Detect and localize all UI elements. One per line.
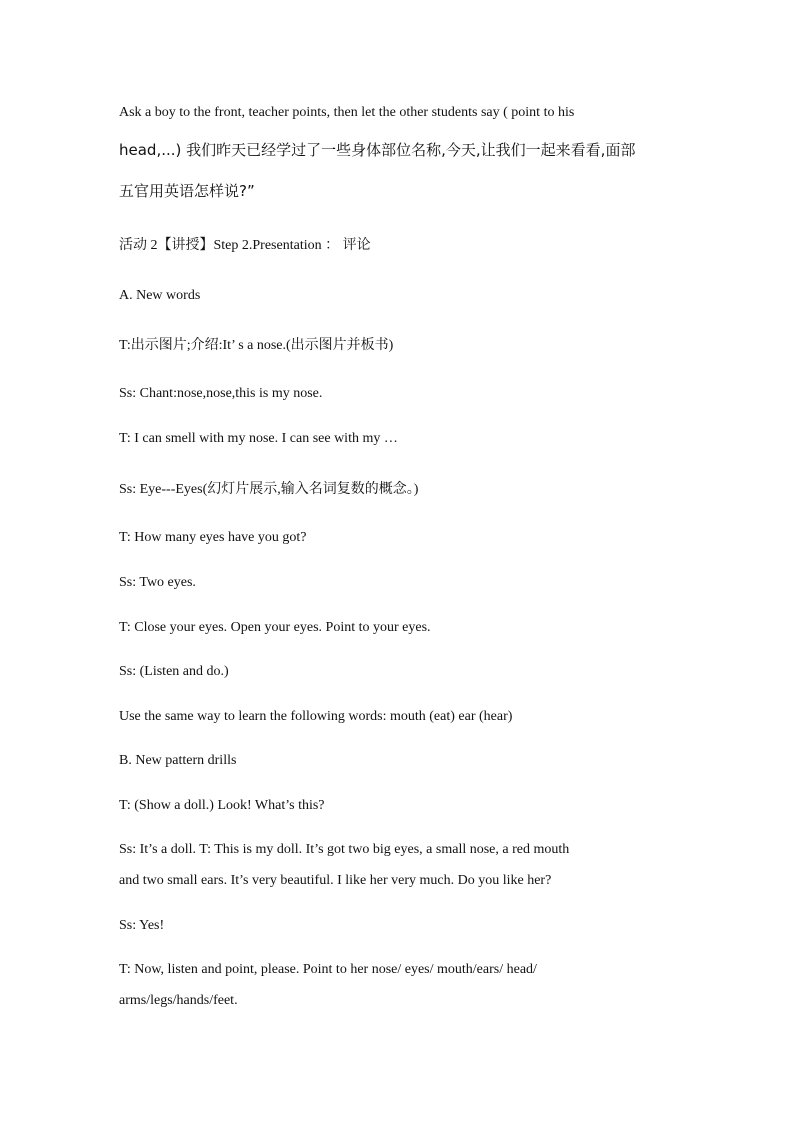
text-line-17: Ss: It’s a doll. T: This is my doll. It’s got two big eyes, a small nose, a red mouth — [119, 842, 570, 857]
text-line-8: T: I can smell with my nose. I can see with my … — [119, 431, 398, 446]
text-line-1: Ask a boy to the front, teacher points, then let the other students say ( point to his — [119, 105, 575, 120]
text-line-14: Use the same way to learn the following words: mouth (eat) ear (hear) — [119, 709, 513, 724]
text-line-12: T: Close your eyes. Open your eyes. Point to your eyes. — [119, 620, 431, 635]
text-line-21: arms/legs/hands/feet. — [119, 993, 238, 1008]
text-line-9: Ss: Eye---Eyes(幻灯片展示,输入名词复数的概念。) — [119, 482, 419, 497]
text-line-19: Ss: Yes! — [119, 918, 165, 933]
text-line-6: T:出示图片;介绍:It’ s a nose.(出示图片并板书) — [119, 338, 394, 353]
text-line-18: and two small ears. It’s very beautiful. I like her very much. Do you like her? — [119, 873, 552, 888]
section-heading-activity-2: 活动 2【讲授】Step 2.Presentation ： 评论 — [119, 238, 371, 253]
text-line-13: Ss: (Listen and do.) — [119, 664, 229, 679]
text-line-11: Ss: Two eyes. — [119, 575, 196, 590]
subheading-new-pattern-drills: B. New pattern drills — [119, 753, 237, 768]
text-line-3: 五官用英语怎样说?” — [119, 182, 255, 200]
text-line-2: head,...) 我们昨天已经学过了一些身体部位名称,今天,让我们一起来看看,面部 — [119, 141, 636, 159]
text-line-10: T: How many eyes have you got? — [119, 530, 307, 545]
subheading-new-words: A. New words — [119, 288, 201, 303]
text-line-7: Ss: Chant:nose,nose,this is my nose. — [119, 386, 323, 401]
text-line-16: T: (Show a doll.) Look! What’s this? — [119, 798, 325, 813]
text-line-20: T: Now, listen and point, please. Point to her nose/ eyes/ mouth/ears/ head/ — [119, 962, 537, 977]
